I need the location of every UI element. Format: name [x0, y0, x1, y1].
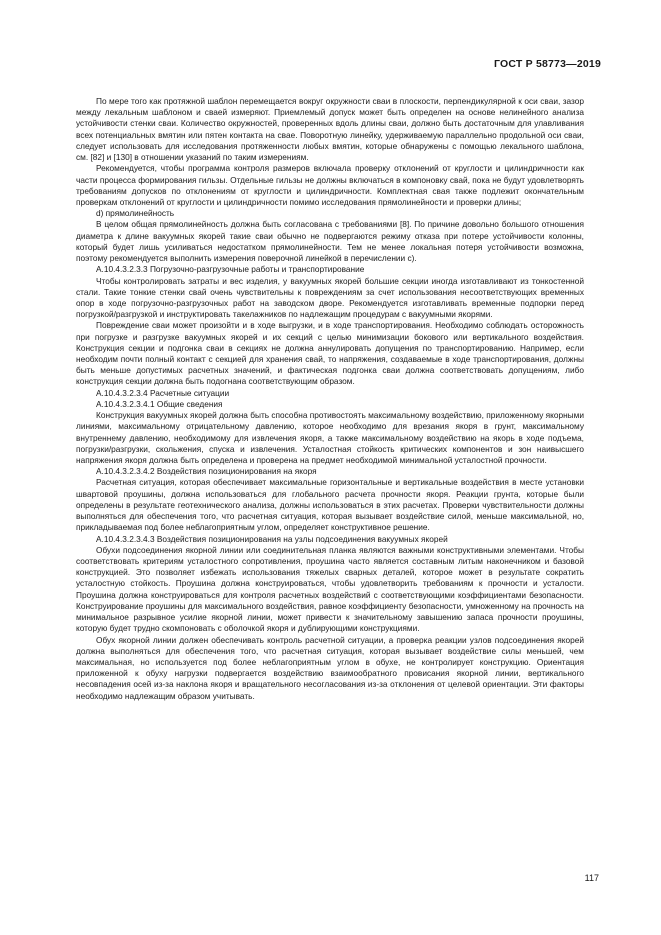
section-heading: А.10.4.3.2.3.4 Расчетные ситуации [96, 387, 230, 398]
document-body [76, 96, 584, 702]
paragraph: Чтобы контролировать затраты и вес изделия, у вакуумных якорей большие секции иногда изготавливают из тонкостенной стали. Такие тонкие стенки свай очень чувствительны к повреждениям за счет использования несоответствующих временных опор в ходе погрузочно-разгрузочных работ на заводском дворе. Рекомендуется изготавливать временные подпорки перед погрузкой/разгрузкой и инструктировать такелажников по надлежащим процедурам с вакуумными якорями. [76, 275, 584, 320]
paragraph: Обух якорной линии должен обеспечивать контроль расчетной ситуации, а проверка реакции узлов подсоединения якорей должна выполняться для обеспечения того, что расчетная ситуация, которая вызывает воздействие силы меньшей, чем максимальная, но используется под более неблагоприятным углом в обухе, не контролирует конструкцию. Ориентация приложенной к обуху нагрузки подвергается воздействию взаимообратного провисания якорной линии, вертикального несовпадения осей из-за наклона якоря и вращательного несогласования из-за отклонения от целевой ориентации. Эти факторы необходимо надлежащим образом учитывать. [76, 634, 584, 701]
paragraph: Повреждение сваи может произойти и в ходе выгрузки, и в ходе транспортирования. Необходимо соблюдать осторожность при погрузке и разгрузке вакуумных якорей и их секций с целью минимизации бокового или вертикального воздействия. Конструкция секции и подгонка сваи в секциях не должна аннулировать допущения по транспортированию. Например, если необходим почти полный контакт с секцией для хранения свай, то напряжения, создаваемые в ходе транспортирования, должны быть меньше допустимых расчетных значений, и фактическая подгонка сваи должна соответствовать допущениям, либо конструкция секции должна быть подогнана соответствующим образом. [76, 320, 584, 387]
list-item-heading: d) прямолинейность [96, 208, 175, 219]
paragraph: Расчетная ситуация, которая обеспечивает максимальные горизонтальные и вертикальные воздействия в месте установки швартовой проушины, должна использоваться для глобального расчета прочности якоря. Реакции грунта, которые были определены в результате геотехнического анализа, должны использоваться в этих расчетах. Проверки чувствительности должны выполняться для обеспечения того, что расчетная ситуация, которая вызывает воздействие силой, меньше максимальной, но, прикладываемая под более неблагоприятным углом, определяет конструктивное решение. [76, 477, 584, 533]
paragraph: В целом общая прямолинейность должна быть согласована с требованиями [8]. По причине довольно большого отношения диаметра к длине вакуумных якорей такие сваи обычно не подвергаются режиму отказа при потере устойчивости колонны, который будет лишь усиливаться недостатком прямолинейности. Тем не менее локальная потеря устойчивости возможна, поэтому рекомендуется выполнить измерения поверочной линейкой в перечислении c). [76, 219, 584, 264]
page-number: 117 [584, 873, 599, 883]
section-heading: А.10.4.3.2.3.4.1 Общие сведения [96, 398, 223, 409]
paragraph: Обухи подсоединения якорной линии или соединительная планка являются важными конструктивными элементами. Чтобы соответствовать критериям усталостного сопротивления, проушина часто является составным литым наконечником и базовой конструкцией. Это позволяет избежать использования тяжелых сварных деталей, которое может в результате сократить усталостную стойкость. Проушина должна конструироваться, чтобы удовлетворить требованиям к прочности и усталости. Проушина должна конструироваться для контроля расчетных воздействий с соответствующими коэффициентами безопасности. Конструирование проушины для максимального воздействия, равное коэффициенту безопасности, умноженному на прочность на минимальное разрывное усилие якорной линии, может привести к значительному завышению запаса прочности проушины, которую будет трудно скомпоновать с оболочкой якоря и дублирующими конструкциями. [76, 544, 584, 634]
section-heading: А.10.4.3.2.3.4.2 Воздействия позиционирования на якоря [96, 466, 317, 477]
paragraph: Конструкция вакуумных якорей должна быть способна противостоять максимальному воздействию, приложенному якорными линиями, максимальному отрицательному давлению, которое необходимо для врезания якоря в грунт, максимальному внутреннему давлению, необходимому для извлечения якоря, а также максимальному воздействию на якорь в ходе подъема, погрузки/разгрузки, скольжения, спуска и извлечения. Усталостная стойкость критических компонентов и зон наивысшего напряжения якоря должна быть определена и проверена на предмет необходимой минимальной усталостной прочности. [76, 410, 584, 465]
document-header: ГОСТ Р 58773—2019 [493, 58, 601, 70]
section-heading: А.10.4.3.2.3.4.3 Воздействия позиционирования на узлы подсоединения вакуумных якорей [96, 533, 448, 544]
paragraph: Рекомендуется, чтобы программа контроля размеров включала проверку отклонений от круглости и цилиндричности как части процесса формирования гильзы. Отдельные гильзы не должны включаться в компоновку свай, пока не будут удовлетворять требованиям допусков по отклонениям от круглости и цилиндричности. Комплектная свая также подлежит окончательным проверкам отклонений от круглости и цилиндричности помимо исследования прямолинейности и проверки длины; [76, 163, 584, 207]
section-heading: А.10.4.3.2.3.3 Погрузочно-разгрузочные работы и транспортирование [96, 264, 365, 275]
paragraph: По мере того как протяжной шаблон перемещается вокруг окружности сваи в плоскости, перпендикулярной к оси сваи, зазор между лекальным шаблоном и сваей измеряют. Приемлемый допуск может быть определен на основе нелинейного анализа устойчивости стенки сваи. Количество окружностей, проверенных вдоль длины сваи, должно быть достаточным для улавливания всех потенциальных вмятин или пятен контакта на сваe. Поворотную линейку, удерживаемую параллельно продольной оси сваи, следует использовать для исследования протяженности любых вмятин, которые обнаружены с помощью лекального шаблона, см. [82] и [130] в отношении указаний по таким измерениям. [76, 96, 584, 163]
